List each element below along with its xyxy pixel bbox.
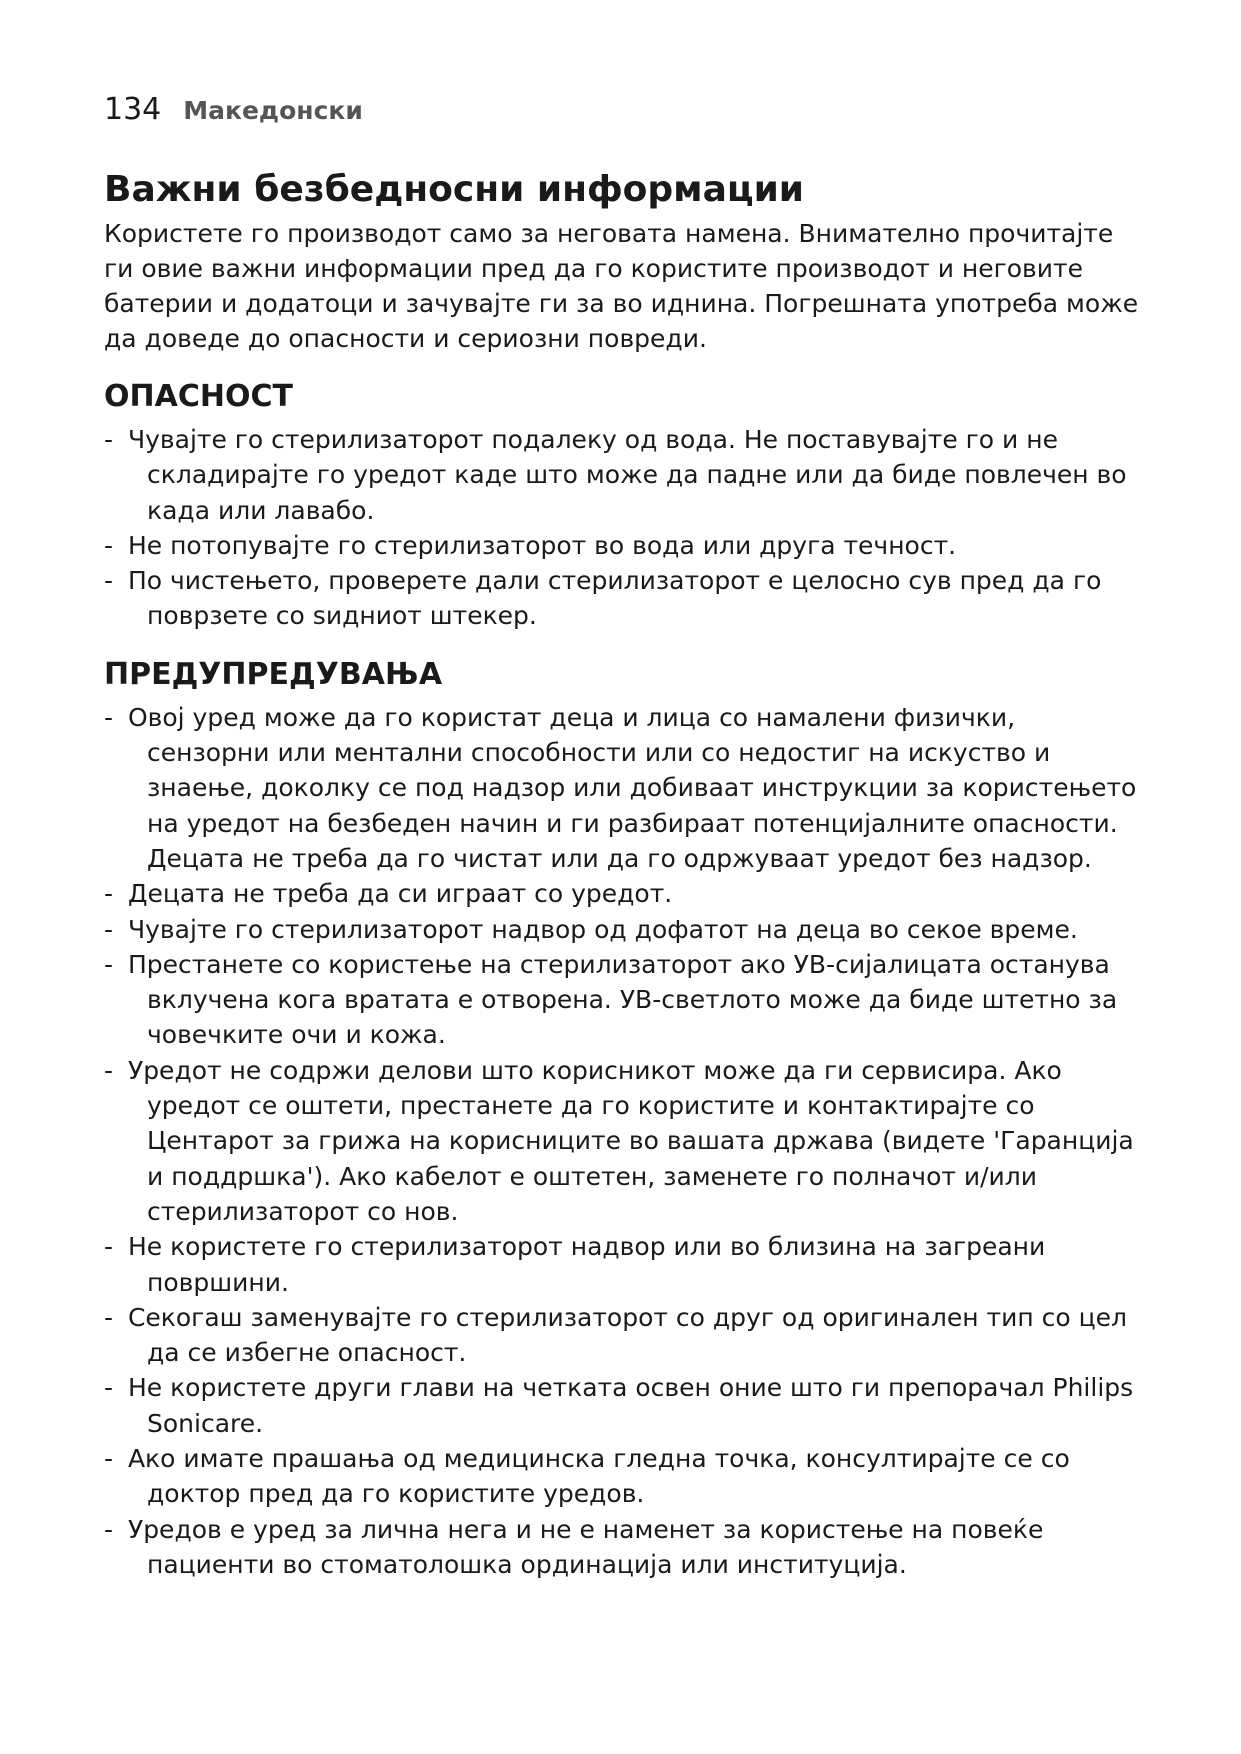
warning-item: - Чувајте го стерилизаторот надвор од дофатот на деца во секое време. [104, 914, 1078, 944]
warning-item: - Уредов е уред за лична нега и не е наменет за користење на повеќе пациенти во стоматолошка ординација или институција. [104, 1514, 1044, 1579]
warning-item: - Уредот не содржи делови што корисникот може да ги сервисира. Ако уредот се оштети, престанете да го користите и контактирајте со Центарот за грижа на корисниците во вашата држава (видете 'Гаранција и поддршка'). Ако кабелот е оштетен, заменете го полначот и/или стерилизаторот со нов. [104, 1055, 1134, 1226]
page-header [104, 92, 1144, 134]
page-number: 134 [104, 92, 162, 127]
warning-item: - Овој уред може да го користат деца и лица со намалени физички, сензорни или ментални способности или со недостиг на искуство и знаење, доколку се под надзор или добиваат инструкции за користењето на уредот на безбеден начин и ги разбираат потенцијалните опасности. Децата не треба да го чистат или да го одржуваат уредот без надзор. [104, 702, 1137, 873]
warnings-list [104, 700, 1144, 1582]
danger-heading: ОПАСНОСТ [104, 379, 293, 414]
danger-item: - Чувајте го стерилизаторот подалеку од вода. Не поставувајте го и не складирајте го уредот каде што може да падне или да биде повлечен во када или лавабо. [104, 425, 1127, 525]
warning-item: - Ако имате прашања од медицинска гледна точка, консултирајте се со доктор пред да го користите уредов. [104, 1444, 1070, 1509]
warning-item: - Не користете го стерилизаторот надвор или во близина на загреани површини. [104, 1232, 1046, 1297]
danger-list [104, 422, 1144, 634]
warning-item: - Престанете со користење на стерилизаторот ако УВ-сијалицата останува вклучена кога вратата е отворена. УВ-светлото може да биде штетно за човечките очи и кожа. [104, 949, 1118, 1050]
danger-item: - Не потопувајте го стерилизаторот во вода или друга течност. [104, 530, 957, 560]
language-label: Македонски [183, 96, 363, 125]
warnings-heading: ПРЕДУПРЕДУВАЊА [104, 656, 443, 692]
document-page [104, 92, 1144, 1582]
warning-item: - Не користете други глави на четката освен оние што ги препорачал Philips Sonicare. [104, 1373, 1134, 1438]
intro-paragraph: Користете го производот само за неговата намена. Внимателно прочитајте ги овие важни информации пред да го користите производот и неговите батерии и додатоци и зачувајте ги за во иднина. Погрешната употреба може да доведе до опасности и сериозни повреди. [104, 219, 1139, 353]
danger-item: - По чистењето, проверете дали стерилизаторот е целосно сув пред да го поврзете со ѕидниот штекер. [104, 566, 1102, 631]
warning-item: - Секогаш заменувајте го стерилизаторот со друг од оригинален тип со цел да се избегне опасност. [104, 1302, 1128, 1368]
page-title: Важни безбедносни информации [104, 169, 805, 210]
warning-item: - Децата не треба да си играат со уредот. [104, 879, 673, 909]
